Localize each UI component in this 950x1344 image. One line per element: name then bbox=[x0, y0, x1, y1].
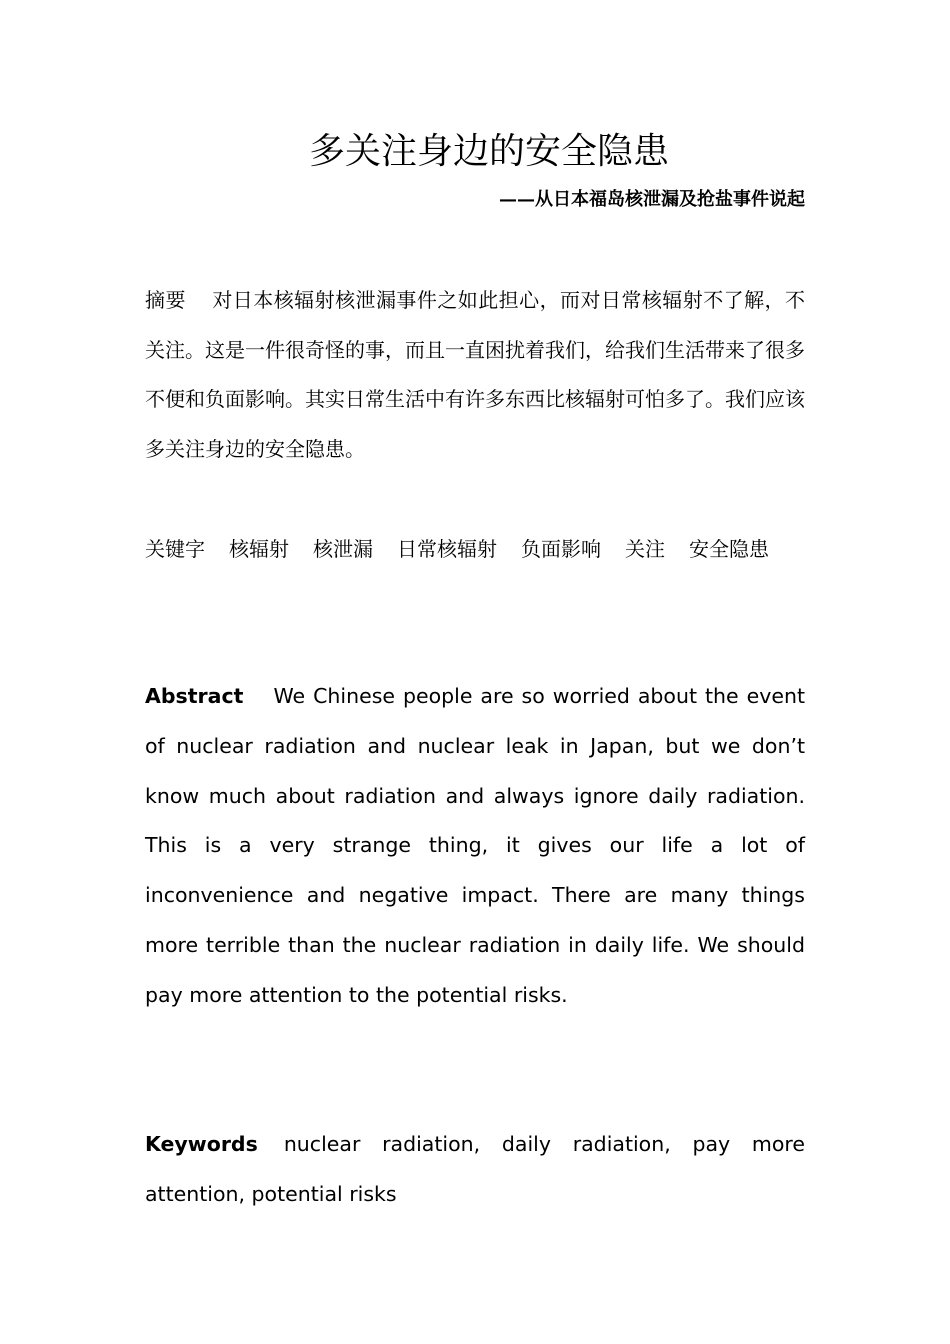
document-subtitle: ——从日本福岛核泄漏及抢盐事件说起 bbox=[499, 189, 805, 210]
keywords-cn bbox=[145, 525, 805, 575]
abstract-cn-text: 对日本核辐射核泄漏事件之如此担心，而对日常核辐射不了解，不关注。这是一件很奇怪的事，而且一直困扰着我们，给我们生活带来了很多不便和负面影响。其实日常生活中有许多东西比核辐射可怕多了。我们应该多关注身边的安全隐患。 bbox=[145, 288, 806, 461]
keyword-cn-item: 日常核辐射 bbox=[397, 537, 497, 561]
keywords-en-text: nuclear radiation, daily radiation, pay more attention, potential risks bbox=[145, 1132, 805, 1206]
abstract-cn-label: 摘要 bbox=[145, 288, 186, 312]
document-title: 多关注身边的安全隐患 bbox=[308, 131, 669, 172]
keywords-en-label: Keywords bbox=[145, 1132, 258, 1156]
keyword-cn-item: 安全隐患 bbox=[689, 537, 769, 561]
keyword-cn-item: 关注 bbox=[625, 537, 665, 561]
abstract-en-label: Abstract bbox=[145, 684, 244, 708]
keyword-cn-item: 负面影响 bbox=[521, 537, 601, 561]
keyword-cn-item: 核辐射 bbox=[229, 537, 289, 561]
abstract-cn bbox=[145, 276, 805, 474]
keywords-en bbox=[145, 1120, 805, 1220]
abstract-en-text: We Chinese people are so worried about the event of nuclear radiation and nuclear leak in Japan, but we don’t know much about radiation and always ignore daily radiation. This is a very strange thing, it gives our life a lot of inconvenience and negative impact. There are many things more terrible than the nuclear radiation in daily life. We should pay more attention to the potential risks. bbox=[145, 684, 805, 1007]
keyword-cn-item: 核泄漏 bbox=[313, 537, 373, 561]
abstract-en bbox=[145, 672, 805, 1021]
keywords-cn-label: 关键字 bbox=[145, 537, 205, 561]
